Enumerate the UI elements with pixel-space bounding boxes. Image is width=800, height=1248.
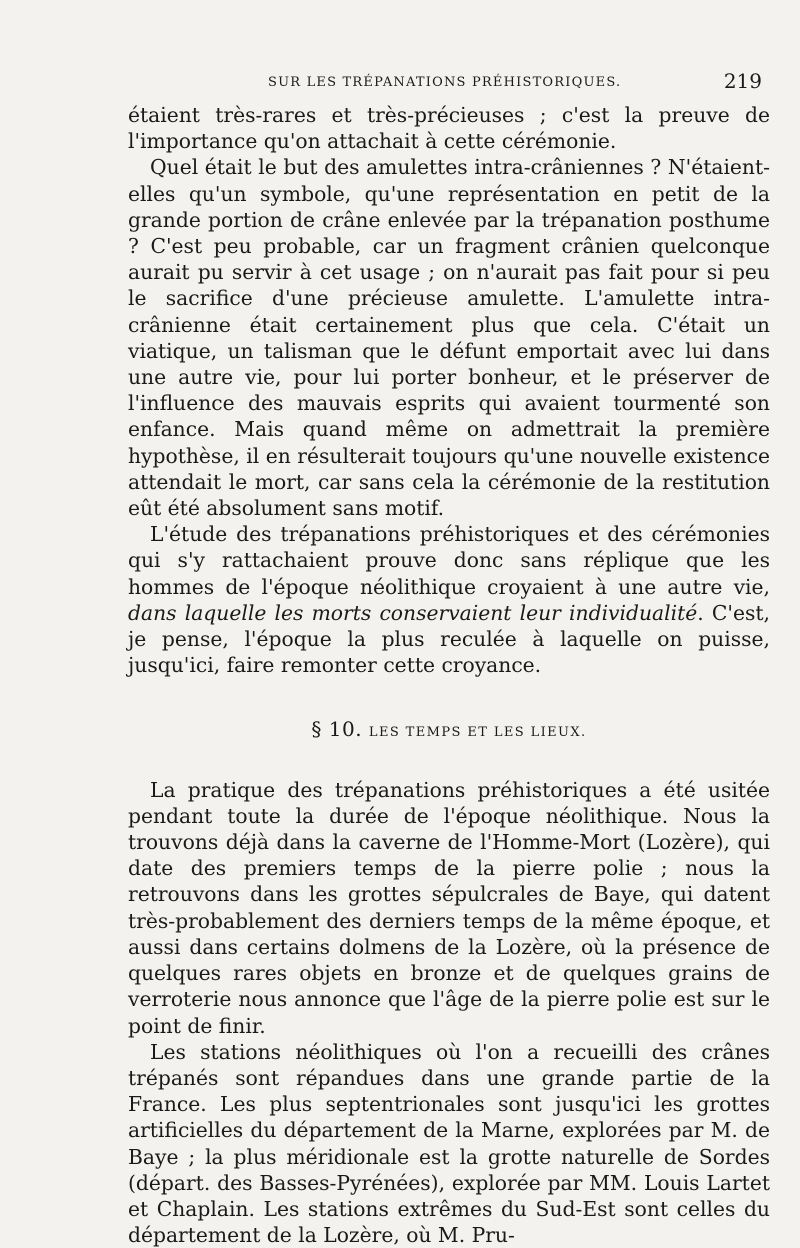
paragraph-3-italic: dans laquelle les morts conservaient leur individualité [128, 600, 698, 625]
paragraph-5: Les stations néolithiques où l'on a recueilli des crânes trépanés sont répandues dans une grande partie de la France. Les plus septentrionales sont jusqu'ici les grottes artificielles du département de la Marne, explorées par M. de Baye ; la plus méridionale est la grotte naturelle de Sordes (départ. des Basses-Pyrénées), explorée par MM. Louis Lartet et Chaplain. Les stations extrêmes du Sud-Est sont celles du département de la Lozère, où M. Pru- [128, 1039, 770, 1248]
paragraph-4: La pratique des trépanations préhistoriques a été usitée pendant toute la durée de l'époque néolithique. Nous la trouvons déjà dans la caverne de l'Homme-Mort (Lozère), qui date des premiers temps de la pierre polie ; nous la retrouvons dans les grottes sépulcrales de Baye, qui datent très-probablement des derniers temps de la même époque, et aussi dans certains dolmens de la Lozère, où la présence de quelques rares objets en bronze et de quelques grains de verroterie nous annonce que l'âge de la pierre polie est sur le point de finir. [128, 777, 770, 1038]
section-heading [128, 716, 770, 746]
paragraph-3-end: . C'est, je pense, l'époque la plus reculée à laquelle on puisse, jusqu'ici, faire remonter cette croyance. [128, 600, 771, 678]
paragraph-3-start: L'étude des trépanations préhistoriques et des cérémonies qui s'y rattachaient prouve donc sans réplique que les hommes de l'époque néolithique croyaient à une autre vie, [128, 522, 770, 599]
page-number: 219 [723, 69, 762, 93]
paragraph-1: étaient très-rares et très-précieuses ; c'est la preuve de l'importance qu'on attachait à cette cérémonie. [128, 103, 770, 154]
section-number: § 10. [311, 717, 363, 742]
body-text [128, 102, 770, 1248]
section-title: LES TEMPS ET LES LIEUX. [368, 725, 587, 741]
running-head [160, 69, 764, 96]
paragraph-3 [128, 521, 770, 678]
running-title: SUR LES TRÉPANATIONS PRÉHISTORIQUES. [268, 75, 622, 90]
paragraph-2: Quel était le but des amulettes intra-crâniennes ? N'étaient-elles qu'un symbole, qu'une représentation en petit de la grande portion de crâne enlevée par la trépanation posthume ? C'est peu probable, car un fragment crânien quelconque aurait pu servir à cet usage ; on n'aurait pas fait pour si peu le sacrifice d'une précieuse amulette. L'amulette intra-crânienne était certainement plus que cela. C'était un viatique, un talisman que le défunt emportait avec lui dans une autre vie, pour lui porter bonheur, et le préserver de l'influence des mauvais esprits qui avaient tourmenté son enfance. Mais quand même on admettrait la première hypothèse, il en résulterait toujours qu'une nouvelle existence attendait le mort, car sans cela la cérémonie de la restitution eût été absolument sans motif. [128, 155, 770, 521]
